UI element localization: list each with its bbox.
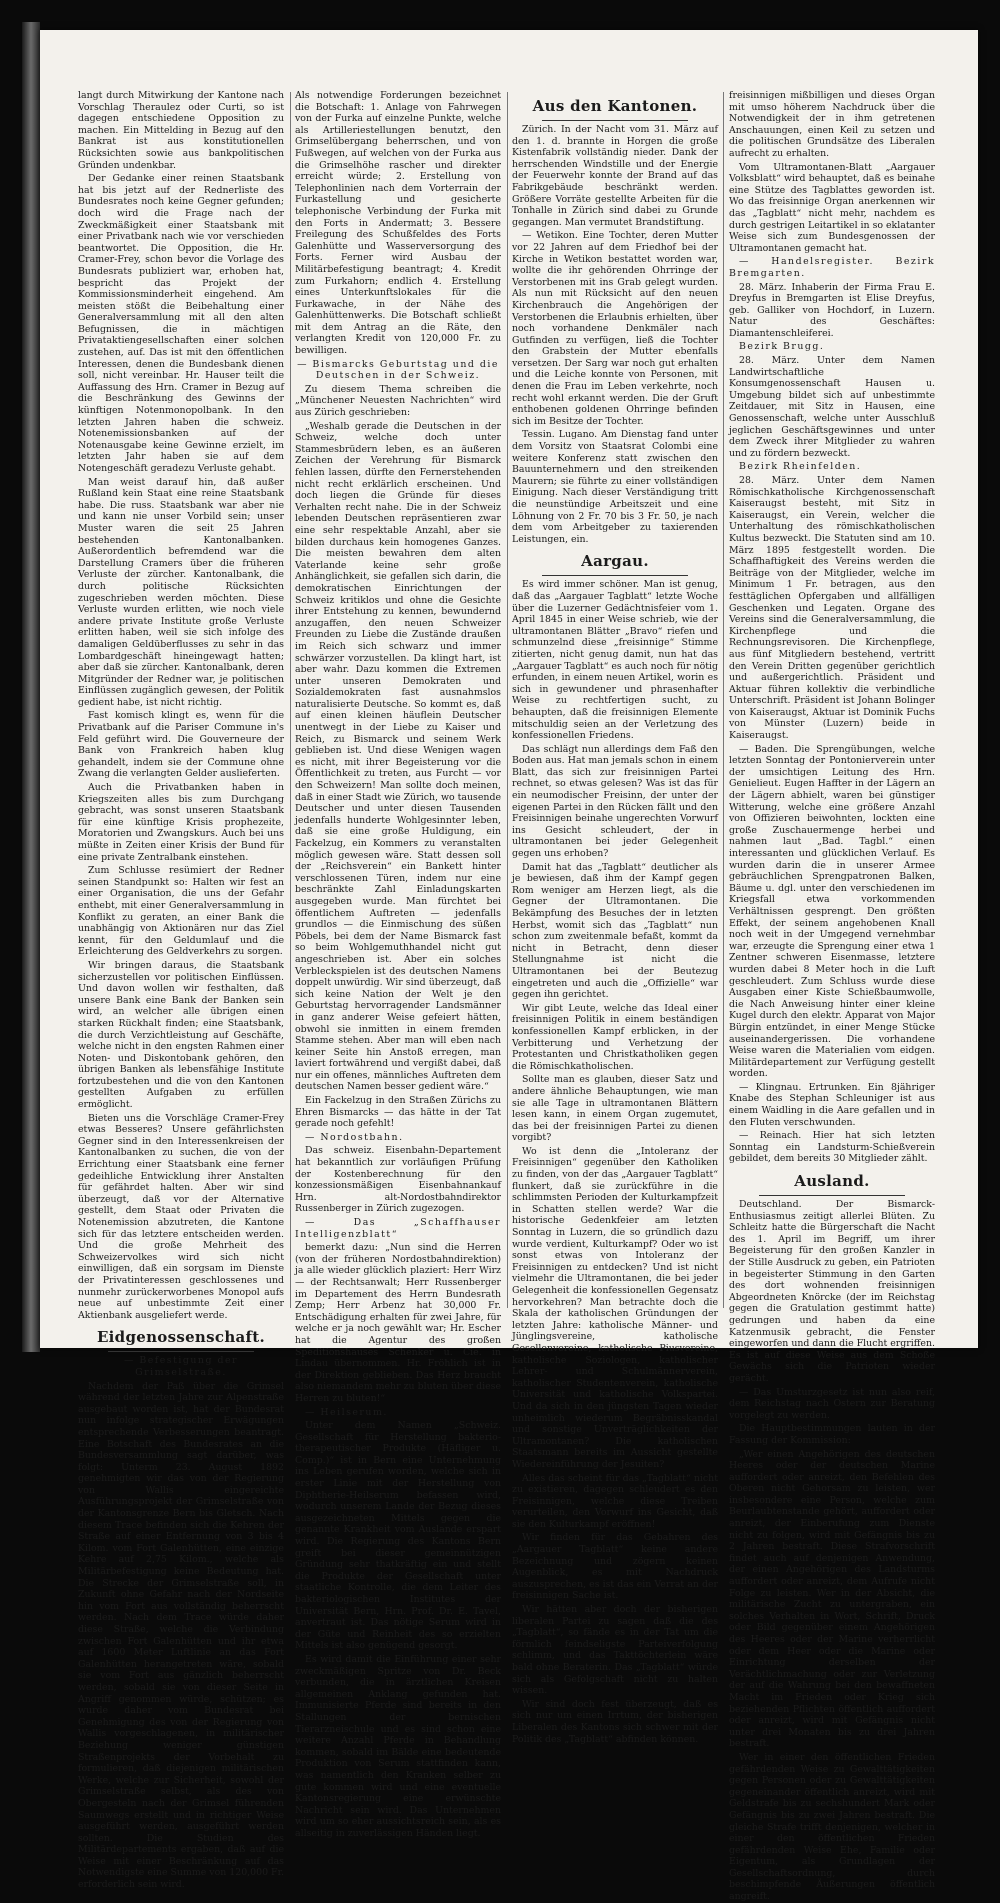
column-4 (729, 90, 936, 1903)
page-fold-shadow (22, 22, 40, 1352)
paragraph: freisinnigen mißbilligen und dieses Organ mit umso höherem Nachdruck über die Notwendigkeit der in ihm getretenen Anschauungen, einen Keil zu setzen und die politischen Grundsätze des Liberalen aufrecht zu erhalten. (729, 90, 935, 159)
column-rule (723, 92, 724, 1308)
paragraph: Zürich. In der Nacht vom 31. März auf den 1. d. brannte in Horgen die große Kistenfabrik vollständig nieder. Dank der herrschenden Windstille und der Energie der Feuerwehr konnte der Brand auf das Fabrikgebäude beschränkt werden. Größere Vorräte gestellte Arbeiten für die Tonhalle in Zürich sind dabei zu Grunde gegangen. Man vermutet Brandstiftung. (512, 124, 718, 228)
paragraph: Wir gibt Leute, welche das Ideal einer freisinnigen Politik in einem beständigen konfessionellen Kampf erblicken, in der Verbitterung und Verhetzung der Protestanten und Christkatholiken gegen die Römischkatholischen. (512, 1002, 718, 1072)
paragraph: Sollte man es glauben, dieser Satz und andere ähnliche Behauptungen, wie man sie alle Tage in ultramontanen Blättern lesen kann, in einem Organ zugemutet, das bei der freisinnigen Partei zu dienen vorgibt? (512, 1074, 718, 1144)
column-2 (295, 90, 501, 1839)
subheading: — Handelsregister. Bezirk Bremgarten. (729, 256, 935, 279)
paragraph: „Wer einen Angehörigen des deutschen Heeres oder der deutschen Marine auffordert oder anreizt, den Befehlen des Oberen nicht Gehorsam zu leisten, wer insbesondere eine Person, welche zum Beurlaubtenstande gehört, auffordert oder anreizt, der Einberufung zum Dienste nicht zu folgen, wird mit Gefängnis bis zu 2 Jahren bestraft. Diese Strafvorschrift findet auch auf denjenigen Anwendung, der einen Angehörigen des Landsturms auffordert oder anreizt, dem Aufrufe nicht Folge zu leisten. Wer in der Absicht, die militärische Zucht zu untergraben, ein solches Verhalten in Wort, Schrift, Druck oder Bild gegenüber einem Angehörigen des Heeres oder der Marine verherrlicht oder dem Heer oder die Marine oder Einrichtung derselben der Verächtlichmachung oder zur Verletzung der auf die Wahrung bei den bewaffneten Macht im Frieden oder Krieg sich beziehenden Pflichten öffentlich auffordert oder anreizt, wird mit Gefängnis nicht unter drei Monaten bis zu drei Jahren bestraft. (729, 1448, 935, 1750)
paragraph: Es wird damit die Einführung einer sehr zweckmäßigen Spritze von Dr. Beck verbunden, die in ärztlichen Kreisen allgemeinen Anklang gefunden hat. Immunisierte Pferde sind bereits in den Stallungen der bernischen Tierarzneischule und es sind schon eine weitere Anzahl Pferde in Behandlung kommen, sobald im Bälde eine bedeutende Produktion von Serum stattfinden kann, was namentlich den Kranken selber zu gute kommen wird und eine eventuelle Kantonsregierung eine erwünschte Nachricht sein wird. Das Unternehmen wird um so eher aussichtsreich sein, als es allseitig in zuverlässigen Händen liegt. (295, 1653, 501, 1839)
paragraph: Der Gedanke einer reinen Staatsbank hat bis jetzt auf der Rednerliste des Bundesrates noch keine Gegner gefunden; doch wird die Frage nach der Zweckmäßigkeit einer Staatsbank mit einer Privatbank nach wie vor verschieden beantwortet. Die Opposition, die Hr. Cramer-Frey, schon bevor die Vorlage des Bundesrats publiziert war, erhoben hat, bespricht das Projekt der Kommissionsminderheit eingehend. Am meisten stößt die Beibehaltung einer Generalversammlung mit all den alten Befugnissen, die in mächtigen Privataktiengesellschaften einer solchen zustehen, auf. Das ist mit den öffentlichen Interessen, denen die Bundesbank dienen soll, nicht vereinbar. Hr. Hauser teilt die Auffassung des Hrn. Cramer in Bezug auf die Beschränkung des Gewinns der künftigen Notenmonopolbank. In den letzten Jahren haben die schweiz. Notenemissionsbanken auf der Notenausgabe keine Gewinne erzielt, im letzten Jahr haben sie auf dem Notengeschäft geradezu Verluste gehabt. (78, 173, 284, 474)
subheading: — Das „Schaffhauser Intelligenzblatt“ (295, 1217, 501, 1240)
paragraph: — Baden. Die Sprengübungen, welche letzten Sonntag der Pontonierverein unter der umsichtigen Leitung des Hrn. Genielieut. Eugen Haffter in der Lägern an der Lägern abhielt, waren bei günstiger Witterung, welche eine größere Anzahl von Offizieren beiwohnten, lockten eine große Zuschauermenge herbei und nahmen laut „Bad. Tagbl.“ einen interessanten und glücklichen Verlauf. Es wurden darin die in unserer Armee gebräuchlichen Sprengpatronen Balken, Bäume u. dgl. unter den verschiedenen im Kriegsfall etwa vorkommenden Verhältnissen gesprengt. Den größten Effekt, der seinem angehobenen Knall noch weit in der Umgegend vernehmbar war, erzeugte die Sprengung einer etwa 1 Zentner schweren Eisenmasse, letztere wurden dabei 8 Meter hoch in die Luft geschleudert. Zum Schluss wurde diese Ausgaben einer Kiste Schießbaumwolle, die Nach Anweisung hinter einer kleine Kugel durch den elektr. Apparat von Major Bürgin entzündet, in einer Menge Stücke auseinandergerissen. Die vorhandene Weise waren die Materialien vom eidgen. Militärdepartement zur Verfügung gestellt worden. (729, 743, 935, 1080)
column-rule (290, 92, 291, 1308)
paragraph: Es wird immer schöner. Man ist genug, daß das „Aargauer Tagblatt“ letzte Woche über die Luzerner Gedächtnisfeier vom 1. April 1845 in einer Weise schrieb, wie der ultramontanen Blätter „Bravo“ riefen und schmunzelnd diese „freisinnige“ Stimme zitierten, nicht genug damit, nun hat das „Aargauer Tagblatt“ es auch noch für nötig erfunden, in einem neuen Artikel, worin es sich in gewundener und phrasenhafter Weise zu rechtfertigen sucht, zu behaupten, daß die freisinnigen Elemente mitschuldig seien an der Verletzung des konfessionellen Friedens. (512, 579, 718, 742)
paragraph: Wir sind doch fest überzeugt, daß es sich nur um einen Irrtum, der bisherigen Liberalen des Kantons sich schwer mit der Politik des „Tagblatt“ abfinden können. (512, 1698, 718, 1745)
section-heading-ausland: Ausland. (794, 1172, 870, 1191)
paragraph: Unter dem Namen „Schweiz. Gesellschaft für Herstellung bakterio-therapeutischer Produkte (Häfliger u. Comp.)“ ist in Bern eine Unternehmung ins Leben gerufen worden, welche sich in erster Linie mit der Herstellung von Diphtherie-Heilserum befassen wird, wodurch unserem Lande der Bezug dieses ausgezeichneten Mittels gegen die genannte Krankheit vom Auslande erspart wird. Die Regierung des Kantons Bern greift bei dieser gemeinnützigen Gründung sehr thatkräftig ein und stellt die Produkte der Gesellschaft unter staatliche Kontrolle, die dem Leiter des bakteriologischen Institutes der Universität Bern, Hrn. Prof. Dr. E. Tavel, anvertraut ist. Das nötige Serum wird in der Güte und Reinheit des so erzielten Mittels ist also genügend gesorgt. (295, 1420, 501, 1652)
paragraph: Als notwendige Forderungen bezeichnet die Botschaft: 1. Anlage von Fahrwegen von der Furka auf einzelne Punkte, welche als Artilleriestellungen benutzt, den Grimselübergang beherrschen, und von Fußwegen, auf welchen von der Furka aus die Grimselhöhe rascher und direkter erreicht würde; 2. Erstellung von Telephonlinien nach dem Vorterrain der Furkastellung und gesicherte telephonische Verbindung der Furka mit den Forts in Andermatt; 3. Bessere Freilegung des Schußfeldes des Forts Galenhütte und Wasserversorgung des Forts. Ferner wird Ausbau der Militärbefestigung beantragt; 4. Kredit zum Furkahorn; endlich 4. Erstellung eines Unterkunftslokales für die Furkawache, in der Nähe des Galenhüttenwerks. Die Botschaft schließt mit dem Antrag an die Räte, den verlangten Kredit von 120,000 Fr. zu bewilligen. (295, 90, 501, 357)
divider (108, 1351, 254, 1352)
paragraph: langt durch Mitwirkung der Kantone nach Vorschlag Theraulez oder Curti, so ist dagegen entschiedene Opposition zu machen. Ein Mittelding in Bezug auf den Bankrat ist aus konstitutionellen Rücksichten sowie aus bankpolitischen Gründen undenkbar. (78, 90, 284, 171)
paragraph: — Reinach. Hier hat sich letzten Sonntag ein Landsturm-Schießverein gebildet, dem bereits 30 Mitglieder zählt. (729, 1130, 935, 1165)
subheading: — Nordostbahn. (305, 1131, 404, 1143)
paragraph: — Das Umsturzgesetz ist nun also reif, dem Reichstag nach Ostern zur Beratung vorgelegt zu werden. (729, 1386, 935, 1421)
paragraph: Zum Schlusse resümiert der Redner seinen Standpunkt so: Halten wir fest an einer Organisation, die uns der Gefahr enthebt, mit einer Generalversammlung in Konflikt zu geraten, an einer Bank die unabhängig von Aktionären nur das Ziel kennt, für den Geldumlauf und die Erleichterung des Geldverkehrs zu sorgen. (78, 865, 284, 958)
newspaper-page (40, 30, 978, 1903)
section-heading-eidgenossenschaft: Eidgenossenschaft. (96, 1328, 266, 1347)
paragraph: Wer in einer den öffentlichen Frieden gefährdenden Weise zu Gewalttätigkeiten gegen Personen oder zu Gewalttätigkeiten gegeneinander öffentlich anreizt, wird mit Geldstrafe bis zu sechshundert Mark oder Gefängnis bis zu zwei Jahren bestraft. Die gleiche Strafe trifft denjenigen, welcher in einer den öffentlichen Frieden gefährdenden Weise Ehe, Familie oder Eigentum, als Grundlagen der Gesellschaftsordnung, durch beschimpfende Äußerungen öffentlich angreift. (729, 1751, 935, 1903)
paragraph: Zu diesem Thema schreiben die „Münchener Neuesten Nachrichten“ wird aus Zürich geschrieben: (295, 383, 501, 419)
subheading: — Befestigung der Grimselstraße. (124, 1355, 238, 1378)
paragraph: Vom Ultramontanen-Blatt „Aargauer Volksblatt“ wird behauptet, daß es beinahe eine Stütze des Tagblattes geworden ist. Wo das freisinnige Organ anerkennen wir das „Tagblatt“ nicht mehr, nachdem es durch gestrigen Leitartikel in so eklatanter Weise sich zum Bundesgenossen der Ultramontanen gemacht hat. (729, 161, 936, 254)
paragraph: Bieten uns die Vorschläge Cramer-Frey etwas Besseres? Unsere gefährlichsten Gegner sind in den Interessenkreisen der Kantonalbanken zu suchen, die von der Errichtung einer Staatsbank eine ferner gedeihliche Entwicklung ihrer Anstalten für gefährdet halten. Aber wir sind überzeugt, daß vor der Alternative gestellt, dem Staat oder Privaten die Notenemission abzutreten, die Kantone sich für das letztere entscheiden werden. Und die große Mehrheit des Schweizervolkes wird sich nicht einwilligen, daß ein sorgsam im Dienste der Privatinteressen geschlossenes und nunmehr zurückerworbenes Monopol aufs neue auf unbestimmte Zeit einer Aktienbank ausgeliefert werde. (78, 1112, 284, 1321)
paragraph: Wo ist denn die „Intoleranz der Freisinnigen“ gegenüber den Katholiken zu finden, von der das „Aargauer Tagblatt“ flunkert, daß sie zurückführe in die schlimmsten Perioden der Kulturkampfzeit in Schatten stellen werde? War die historische Gedenkfeier am letzten Sonntag in Luzern, die so gründlich dazu wurde verdient, Kulturkampf? Oder wo ist sonst etwas von Intoleranz der Freisinnigen zu entdecken? Und ist nicht vielmehr die Ultramontanen, die bei jeder Gelegenheit die konfessionellen Gegensatz hervorkehren? Man betrachte doch die Skala der katholischen Gründungen der letzten Jahre: katholische Männer- und Jünglingsvereine, katholische Gesellenvereine, katholische Piusvereine, katholische Soziologen, katholischer Lehrer- und Schulmännerverein, katholischer Studentenverein, katholische Universität und katholische Volkspartei. Und da sich in den jüngsten Tagen wieder unheimlich wiederum Begräbnisskandal und sonstige Unverträglichkeiten der Ultramontanen? Die katholischen Staatsmann bereits im Aussicht gestellte Wiedereinführung der Jesuiten? (512, 1145, 718, 1470)
divider (759, 1195, 905, 1196)
paragraph: Wir bringen daraus, die Staatsbank sicherzustellen vor politischen Einflüssen. Und davon wollen wir festhalten, daß unsere Bank eine Bank der Banken sein wird, an welcher alle übrigen einen starken Rückhalt finden; eine Staatsbank, die durch Verzichtleistung auf Geschäfte, welche nicht in den engsten Rahmen einer Noten- und Diskontobank gehören, den übrigen Banken als lebensfähige Institute fortzubestehen und die von den Kantonen gestellten Aufgaben zu erfüllen ermöglicht. (78, 959, 284, 1111)
paragraph: 28. März. Unter dem Namen Römischkatholische Kirchgenossenschaft Kaiseraugst besteht, mit Sitz in Kaiseraugst, ein Verein, welcher die Unterhaltung des römischkatholischen Kultus bezweckt. Die Statuten sind am 10. März 1895 festgestellt worden. Die Schaffhaftigkeit des Vereins werden die Beiträge von der Mitglieder, welche im Minimum 1 Fr. betragen, aus den festtäglichen Opfergaben und allfälligen Geschenken und Legaten. Organe des Vereins sind die Generalversammlung, die Kirchenpflege und die Rechnungsrevisoren. Die Kirchenpflege, aus fünf Mitgliedern bestehend, vertritt den Verein Dritten gegenüber gerichtlich und außergerichtlich. Präsident und Aktuar führen kollektiv die verbindliche Unterschrift. Präsident ist Johann Bolinger von Kaiseraugst, Aktuar ist Dominik Fuchs von Münster (Luzern) beide in Kaiseraugst. (729, 475, 935, 742)
paragraph: Alles das scheint für das „Tagblatt“ nicht zu existieren, dagegen schleudert es den Freisinnigen, welche diese Treiben verurteilen, den Vorwurf ins Gesicht, daß sie den Kulturkampf eröffnen! (512, 1472, 718, 1530)
column-3 (512, 90, 718, 1745)
subheading: — Bismarcks Geburtstag und die Deutschen in der Schweiz. (297, 358, 499, 382)
paragraph: Damit hat das „Tagblatt“ deutlicher als je bewiesen, daß ihm der Kampf gegen Rom weniger am Herzen liegt, als die Gegner der Ultramontanen. Die Bekämpfung des Besuches der in letzten Herbst, womit sich das „Tagblatt“ nun schon zum zweitenmale befaßt, kommt da nicht in Betracht, denn dieser Stellungnahme ist nicht die Ultramontanen bei der Beutezug eingetreten und auch die „Offizielle“ war gegen ihn gerichtet. (512, 861, 718, 1001)
column-rule (507, 92, 508, 1308)
paragraph: — Wetikon. Eine Tochter, deren Mutter vor 22 Jahren auf dem Friedhof bei der Kirche in Wetikon bestattet worden war, wollte die ihr gehörenden Ohrringe der Verstorbenen mit ins Grab gelegt wurden. Als nun mit Rücksicht auf den neuen Kirchenbrauch die Angehörigen der Verstorbenen die Erlaubnis erhielten, über noch vorhandene Denkmäler nach Gutfinden zu verfügen, ließ die Tochter den Grabstein der Mutter ebenfalls versetzen. Der Sarg war noch gut erhalten und die Leiche konnte von Personen, mit denen die Frau im Leben verkehrte, noch recht wohl erkannt werden. Die der Gruft enthobenen goldenen Ohrringe befinden sich im Besitze der Tochter. (512, 230, 718, 427)
divider (542, 575, 688, 576)
paragraph: Tessin. Lugano. Am Dienstag fand unter dem Vorsitz von Staatsrat Colombi eine weitere Konferenz statt zwischen den Bauunternehmern und den streikenden Maurern; sie führte zu einer vollständigen Einigung. Nach dieser Verständigung tritt die neunstündige Arbeitszeit und eine Löhnung von 2 Fr. 70 bis 3 Fr. 50, je nach dem vom Arbeitgeber zu taxierenden Leistungen, ein. (512, 429, 718, 545)
subheading: Bezirk Brugg. (739, 341, 825, 353)
paragraph: Wir finden für das Gebahren des „Aargauer Tagblatt“ keine andere Bezeichnung und zögern keinen Augenblick, es mit Nachdruck auszusprechen, es ist das ein Verrat an der freisinnigen Sache ist. (512, 1532, 718, 1602)
paragraph: Fast komisch klingt es, wenn für die Privatbank auf die Pariser Commune in's Feld geführt wird. Die Gouverneure der Bank von Frankreich haben klug gehandelt, indem sie der Commune ohne Zwang die verlangten Gelder auslieferten. (78, 710, 284, 780)
paragraph: Nachdem der Paß über die Grimsel während der letzten Jahre zur Alpenstraße ausgebaut worden ist, hat der Bundesrat nun infolge strategischer Erwägungen entsprechende Verbesserungen beantragt. Eine Botschaft des Bundesrates an die Bundesversammlung sagt darüber, was folgt: Unterm 23. August 1892 genehmigten wir das von der Regierung von Wallis eingereichte Ausführungsprojekt der Grimselstraße von der Kantonsgrenze Bern bis Gletsch. Nach diesem Trace befinden sich die Kehren der Straße auf einer Entfernung von 3 bis 4 Kilom. vom Fort Galenhütten, eine einzige Kehre auf 2,75 Kilom., welche als Militärbefestigung keine Bedeutung hat. Die Strecke der Grimselstraße soll, in Zukunft ohne Gefahr nach der Nordseite hin vom Fort aus vollständig beherrscht werden. Nach dem Trace würde daher diese Straße, welche die Verbindung zwischen Fort Galenhütten und ihr etwa auf 1600 Meter Luftlinie an das Fort Galenhütten herangetreten wäre, sobald sie vom Fort aus gänzlich beherrscht werden, sobald sie von dieser Seite in Angriff genommen würde, schützen; es wurde daher vom Bundesrat bei Genehmigung des von der Regierung von Wallis vorgeschlagenen, in militärischer Beziehung weniger günstigen Straßenprojekts der Vorbehalt zu formulieren, daß diejenigen militärischen Werke, welche zur Sicherheit, sowohl der Grimselstraße selbst, als des von Obergesteln nach der Grimsel führenden Saumwegs erstellt und in richtiger Weise ausgeführt werden, ausgeführt werden sollten. Die Studien des Militärdepartements ergaben, daß auf die Weise mit einer Beschränkung auf das Notwendigste eine Summe von 120,000 Fr. erforderlich sein wird. (78, 1380, 284, 1891)
subheading: Bezirk Rheinfelden. (739, 461, 862, 473)
paragraph: bemerkt dazu: „Nun sind die Herren (von der früheren Nordostbahndirektion) ja alle wieder glücklich plaziert: Herr Wirz — der Rechtsanwalt; Herr Russenberger im Departement des Herrn Bundesrath Zemp; Herr Arbenz hat 30,000 Fr. Entschädigung erhalten für zwei Jahre, für welche er ja noch gewählt war; Hr. Escher hat die Agentur des großen Speditionshauses Schenker u. Cie. in Lindau übernommen. Hr. Fröhlich ist in der Direktion geblieben. Das Herz braucht also niemandem mehr zu bluten über diese Herren zu bluten!“ (295, 1242, 501, 1404)
paragraph: 28. März. Inhaberin der Firma Frau E. Dreyfus in Bremgarten ist Elise Dreyfus, geb. Galliker von Hochdorf, in Luzern. Natur des Geschäftes: Diamantenschleiferei. (729, 281, 935, 339)
paragraph: Wir hätten aber doch der bisherigen liberalen Partei zu sagen daß die des „Tagblatt“, so fände es in der Tat um die förmlich feindseligste Parteiverfolgung schlimm, und das Takttöchterlein wäre bald ohne Beraterin. Das „Tagblatt“ würde sich als Gefolgschaft nicht zu halten wissen. (512, 1604, 718, 1697)
paragraph: „Weshalb gerade die Deutschen in der Schweiz, welche doch unter Stammesbrüdern leben, es an äußeren Zeichen der Verehrung für Bismarck fehlen lassen, dürfte den Fernerstehenden nicht recht erklärlich erscheinen. Und doch liegen die Gründe für dieses Verhalten recht nahe. Die in der Schweiz lebenden Deutschen repräsentieren zwar eine sehr respektable Anzahl, aber sie bilden durchaus kein homogenes Ganzes. Die meisten bewahren dem alten Vaterlande keine sehr große Anhänglichkeit, sie gefallen sich darin, die demokratischen Einrichtungen der Schweiz kritiklos und ohne die Gesichte ihrer Entstehung zu kennen, bewundernd anzugaffen, den neuen Schweizer Freunden zu Liebe die Zustände draußen im Reich sich schwarz und immer schwärzer vorzustellen. Da klingt hart, ist aber wahr. Dazu kommen die Extremen unter unseren Demokraten und Sozialdemokraten fast ausnahmslos naturalisierte Deutsche. So kommt es, daß auf einen kleinen häuflein Deutscher unentwegt in der Liebe zu Kaiser und Reich, zu Bismarck und seinem Werk geblieben ist. Und diese Wenigen wagen es nicht, mit ihrer Begeisterung vor die Öffentlichkeit zu treten, aus Furcht — vor den Schweizern! Man sollte doch meinen, daß in einer Stadt wie Zürich, wo tausende Deutscher und unter diesen Tausenden jedenfalls hunderte Wohlgesinnter leben, daß sie eine große Huldigung, ein Fackelzug, ein Kommers zu veranstalten möglich gewesen wäre. Statt dessen soll der „Reichsverein“ ein Bankett hinter verschlossenen Türen, indem nur eine beschränkte Zahl Einladungskarten ausgegeben wurde. Man fürchtet bei öffentlichem Auftreten — jedenfalls grundlos — die Einmischung des süßen Pöbels, bei dem der Name Bismarck fast so beim Wohlgemuthhandel nicht gut angeschrieben ist. Aber ein solches Verbleckspielen ist des deutschen Namens doppelt unwürdig. Wir sind überzeugt, daß sich keine Nation der Welt je den Geburtstag hervorragender Landsmänner in ganz anderer Weise gefeiert hätten, obwohl sie inmitten in einem fremden Stamme stehen. Aber man will eben nach keiner Seite hin Anstoß erregen, man laviert fortwährend und vergißt dabei, daß nur ein offenes, männliches Auftreten dem deutschen Namen besser gedient wäre.“ (295, 420, 501, 1093)
divider (542, 120, 688, 121)
paragraph: Die Hauptbestimmungen lauten in der Fassung der Kommission: (729, 1423, 935, 1446)
paragraph: Man weist darauf hin, daß außer Rußland kein Staat eine reine Staatsbank habe. Die russ. Staatsbank war aber nie und kann nie unser Vorbild sein; unser Muster waren die seit 25 Jahren bestehenden Kantonalbanken. Außerordentlich befremdend war die Darstellung Cramers über die früheren Verluste der zürcher. Kantonalbank, die durch politische Rücksichten zugeschrieben werden möchten. Diese Verluste wurden erlitten, wie noch viele andere private Institute große Verluste erlitten haben, weil sie sich infolge des damaligen Geldüberflusses zu sehr in das Lombardgeschäft hineingewagt hatten; aber daß sie zürcher. Kantonalbank, deren Mitgründer der Redner war, je politischen Einflüssen zugänglich gewesen, der Politik gedient habe, ist nicht richtig. (78, 476, 284, 708)
paragraph: Das schweiz. Eisenbahn-Departement hat bekanntlich zur vorläufigen Prüfung der Kostenberechnung für den konzessionsmäßigen Eisenbahnankauf Hrn. alt-Nordostbahndirektor Russenberger in Zürich zugezogen. (295, 1145, 501, 1215)
paragraph: Das schlägt nun allerdings dem Faß den Boden aus. Hat man jemals schon in einem Blatt, das sich zur freisinnigen Partei rechnet, so etwas gelesen? Was ist das für ein neumodischer Freisinn, der unter der eigenen Partei in den Rücken fällt und den Freisinnigen beinahe ungerechten Vorwurf ins Gesicht schleudert, der in ultramontanen bei jeder Gelegenheit gegen uns erhoben? (512, 743, 718, 860)
subheading: — Heilserum. (305, 1406, 388, 1418)
paragraph: Ein Fackelzug in den Straßen Zürichs zu Ehren Bismarcks — das hätte in der Tat gerade noch gefehlt! (295, 1095, 501, 1130)
paragraph: Deutschland. Der Bismarck-Enthusiasmus zeitigt allerlei Blüten. Zu Schleitz hatte die Bürgerschaft die Nacht des 1. April im Begriff, um ihrer Begeisterung für den großen Kanzler in der Stille Ausdruck zu geben, ein Patrioten in begeisterter Stimmung in den Garten des dort wohnenden freisinnigen Abgeordneten Knörcke (der im Reichstag gegen die Gratulation gestimmt hatte) gedrungen und haben da eine Katzenmusik gebracht, die Fenster eingeworfen und dann die Flucht ergriffen. Es ist auf diese Weise aus dem Schoße Gewächs sich die Patrioten wieder gerächt. (729, 1199, 935, 1384)
paragraph: 28. März. Unter dem Namen Landwirtschaftliche Konsumgenossenschaft Hausen u. Umgebung bildet sich auf unbestimmte Zeitdauer, mit Sitz in Hausen, eine Genossenschaft, welche unter Ausschluß jeglichen Geschäftsgewinnes und unter dem Zweck ihrer Mitglieder zu wahren und zu fördern bezweckt. (729, 355, 935, 459)
section-heading-aargau: Aargau. (581, 552, 649, 571)
column-1 (78, 90, 284, 1891)
paragraph: — Klingnau. Ertrunken. Ein 8jähriger Knabe des Stephan Schleuniger ist aus einem Waidling in die Aare gefallen und in den Fluten verschwunden. (729, 1081, 935, 1128)
paragraph: Auch die Privatbanken haben in Kriegszeiten alles bis zum Durchgang gebracht, was sonst unseren Staatsbank für eine künftige Krisis prophezeite, Moratorien und Zwangskurs. Auch bei uns müßte in Zeiten einer Krisis der Bund für eine private Zentralbank einstehen. (78, 782, 284, 863)
section-heading-kantonen: Aus den Kantonen. (532, 97, 698, 115)
